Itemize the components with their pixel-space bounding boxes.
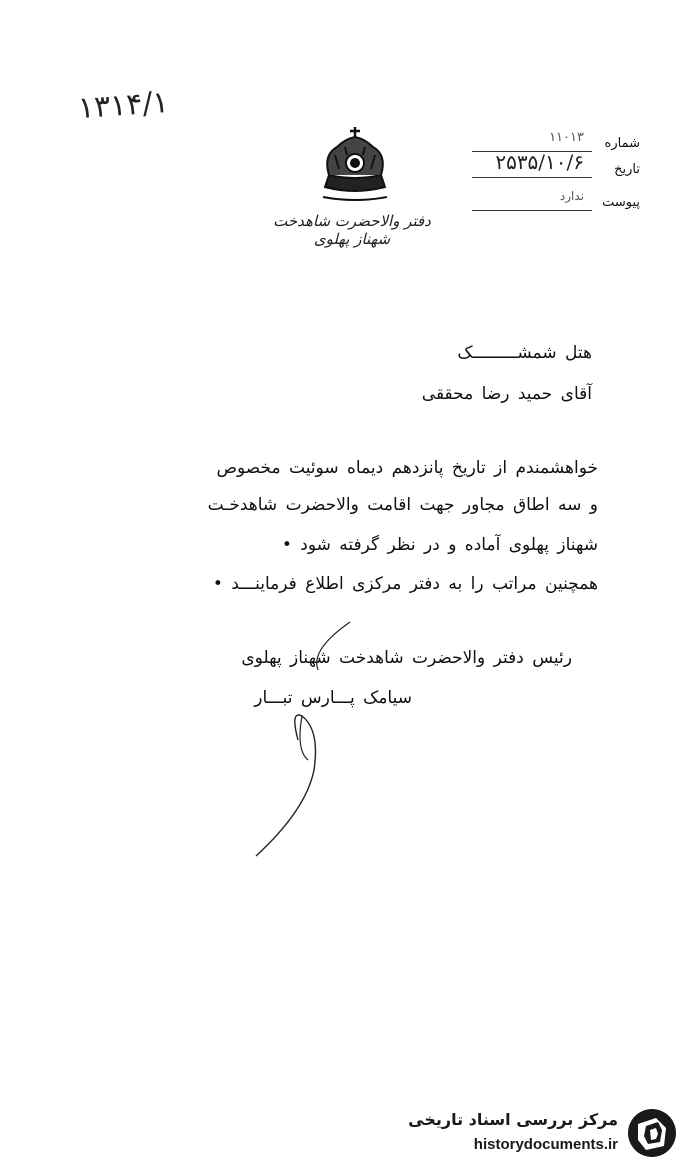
archive-logo-icon <box>624 1106 680 1160</box>
number-value: ۱۱۰۱۳ <box>549 130 584 145</box>
date-value: ۲۵۳۵/۱۰/۶ <box>495 150 584 174</box>
number-label: شماره <box>604 136 640 151</box>
handwritten-archive-note: ۱۳۱۴/۱ <box>76 84 170 127</box>
office-name: دفتر والاحضرت شاهدخت شهناز پهلوی <box>273 212 431 248</box>
watermark-persian-text: مرکز بررسی اسناد تاریخی <box>408 1110 618 1129</box>
date-underline <box>472 177 592 178</box>
body-line-2: و سه اطاق مجاور جهت اقامت والاحضرت شاهدخـت <box>207 495 598 515</box>
attachment-row <box>400 189 640 215</box>
date-row <box>400 150 640 182</box>
handwritten-signature <box>240 620 360 860</box>
attachment-value: ندارد <box>559 189 584 203</box>
signatory-name: سیامک پـــارس تبـــار <box>254 688 412 708</box>
date-label: تاریخ <box>614 162 640 177</box>
recipient-name: آقای حمید رضا محققی <box>421 384 592 404</box>
signatory-title: رئیس دفتر والاحضرت شاهدخت شهناز پهلوی <box>241 648 572 668</box>
archive-watermark <box>408 1104 688 1162</box>
watermark-url-text: historydocuments.ir <box>473 1136 618 1153</box>
attachment-underline <box>472 210 592 211</box>
body-line-1: خواهشمندم از تاریخ پانزدهم دیماه سوئیت مخصوص <box>216 458 598 478</box>
attachment-label: پیوست <box>602 195 640 210</box>
body-line-4: همچنین مراتب را به دفتر مرکزی اطلاع فرماینـــد • <box>212 574 598 594</box>
pahlavi-crown-emblem-icon <box>315 125 395 205</box>
body-line-3: شهناز پهلوی آماده و در نظر گرفته شود • <box>281 535 598 555</box>
recipient-hotel: هتل شمشـــــــــک <box>457 343 592 363</box>
